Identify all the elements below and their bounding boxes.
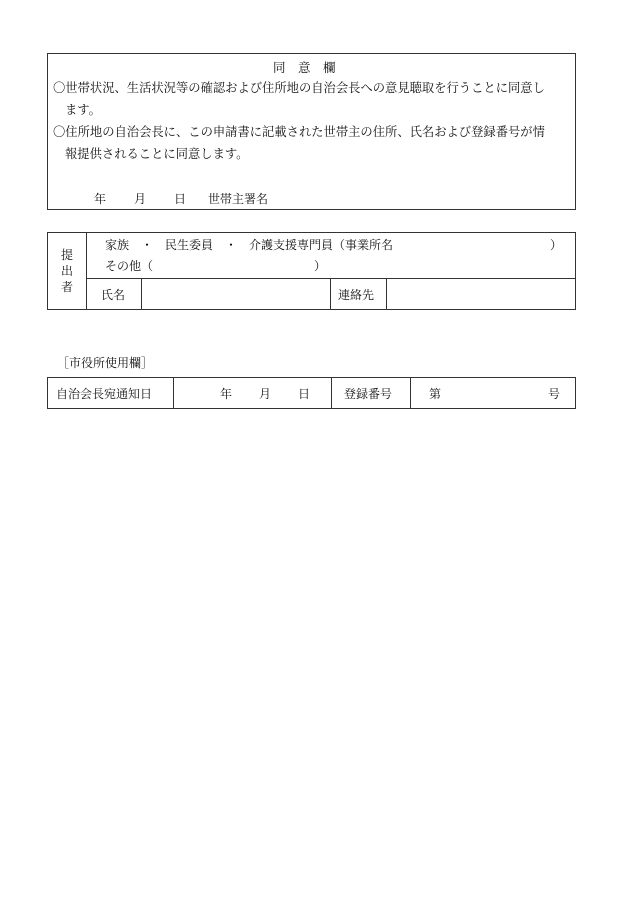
submitter-label-char: 出 [60,264,73,278]
registration-number-field[interactable] [448,380,548,406]
consent-date-day: 日 [174,192,187,206]
submitter-label-char: 提 [60,248,73,262]
consent-item1-line2: ます。 [65,103,101,117]
submitter-table [47,232,576,310]
registration-label: 登録番号 [344,387,393,401]
consent-item1-line1: 〇世帯状況、生活状況等の確認および住所地の自治会長への意見聴取を行うことに同意し [53,81,545,95]
submitter-options-line1-close: ） [550,238,563,252]
submitter-other-open: その他（ [105,259,154,273]
notice-date-label: 自治会長宛通知日 [56,387,153,401]
notice-date-day: 日 [298,387,311,401]
contact-field[interactable] [387,279,576,310]
submitter-label-char: 者 [60,280,73,294]
notice-date-month: 月 [259,387,272,401]
consent-title: 同 意 欄 [273,60,336,75]
registration-prefix: 第 [429,387,442,401]
city-use-table [47,377,576,409]
consent-date-month: 月 [134,192,147,206]
consent-item2-line2: 報提供されることに同意します。 [65,147,249,161]
consent-date-year: 年 [94,192,107,206]
name-label: 氏名 [101,288,126,302]
submitter-vertical-label [48,247,86,295]
name-field[interactable] [142,279,330,310]
consent-box [47,53,576,210]
registration-suffix: 号 [548,387,561,401]
signature-field[interactable] [278,186,568,208]
notice-date-year: 年 [220,387,233,401]
city-use-section-label: ［市役所使用欄］ [57,356,154,370]
consent-item2-line1: 〇住所地の自治会長に、この申請書に記載された世帯主の住所、氏名および登録番号が情 [53,125,545,139]
submitter-other-field[interactable] [160,257,310,275]
submitter-options-line1: 家族 ・ 民生委員 ・ 介護支援専門員（事業所名 [105,238,394,252]
contact-label: 連絡先 [338,288,375,302]
submitter-other-close: ） [314,259,327,273]
signature-label: 世帯主署名 [208,192,269,206]
